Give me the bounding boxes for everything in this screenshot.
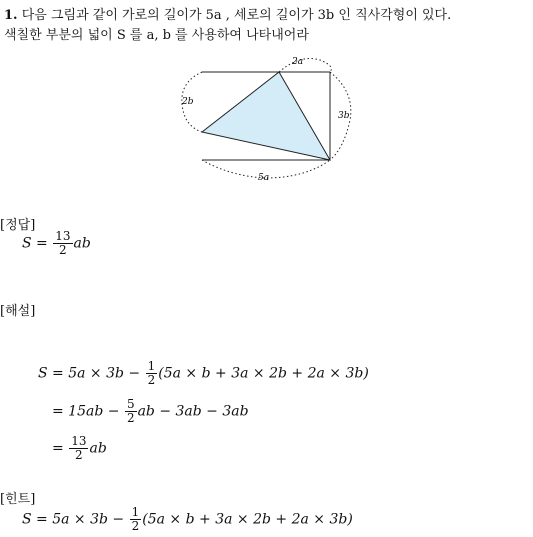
solution-line-2-den: 2 [126,411,135,425]
answer-den: 2 [59,243,67,257]
answer-header: [정답] [0,218,36,233]
solution-line-2-num: 5 [126,397,135,411]
label-bottom: 5a [258,173,270,183]
hint-formula [22,506,353,533]
answer-formula [22,230,91,257]
hint-header: [힌트] [0,492,36,507]
solution-line-1-a: S = 5a × 3b − [38,365,141,382]
label-left: 2b [182,97,194,107]
problem-line-2 [4,24,309,43]
problem-number: 1. [4,8,18,23]
hint-num: 1 [131,505,140,519]
solution-line-1-b: (5a × b + 3a × 2b + 2a × 3b) [158,365,369,382]
solution-line-3-b: ab [89,440,107,457]
problem-line-1 [4,4,451,23]
solution-line-2-fraction [126,398,136,425]
solution-line-3-num: 13 [71,434,87,448]
solution-line-1-den: 2 [147,373,156,387]
answer-num: 13 [55,229,71,243]
solution-line-3-a: = [52,440,64,457]
label-top: 2a [292,57,304,67]
answer-fraction [54,230,71,257]
answer-lhs: S = [22,235,48,252]
solution-line-1-num: 1 [147,359,156,373]
hint-den: 2 [131,519,140,533]
solution-header: [해설] [0,304,36,319]
shaded-triangle [202,72,330,160]
hint-b: (5a × b + 3a × 2b + 2a × 3b) [142,511,353,528]
label-right: 3b [338,111,350,121]
arc-top [279,59,331,73]
solution-line-3 [52,435,107,462]
solution-line-3-den: 2 [75,448,83,462]
hint-a: S = 5a × 3b − [22,511,125,528]
solution-line-1 [38,360,369,387]
problem-text-1: 다음 그림과 같이 가로의 길이가 5a , 세로의 길이가 3b 인 직사각형이 있다. [21,8,452,23]
hint-fraction [131,506,141,533]
rectangle-figure [170,52,370,188]
solution-line-3-fraction [70,435,87,462]
solution-line-2-a: = 15ab − [52,403,120,420]
answer-rest: ab [73,235,91,252]
solution-line-2-b: ab − 3ab − 3ab [137,403,249,420]
solution-line-1-fraction [147,360,157,387]
problem-text-2: 색칠한 부분의 넓이 S 를 a, b 를 사용하여 나타내어라 [4,28,309,43]
solution-line-2 [52,398,249,425]
